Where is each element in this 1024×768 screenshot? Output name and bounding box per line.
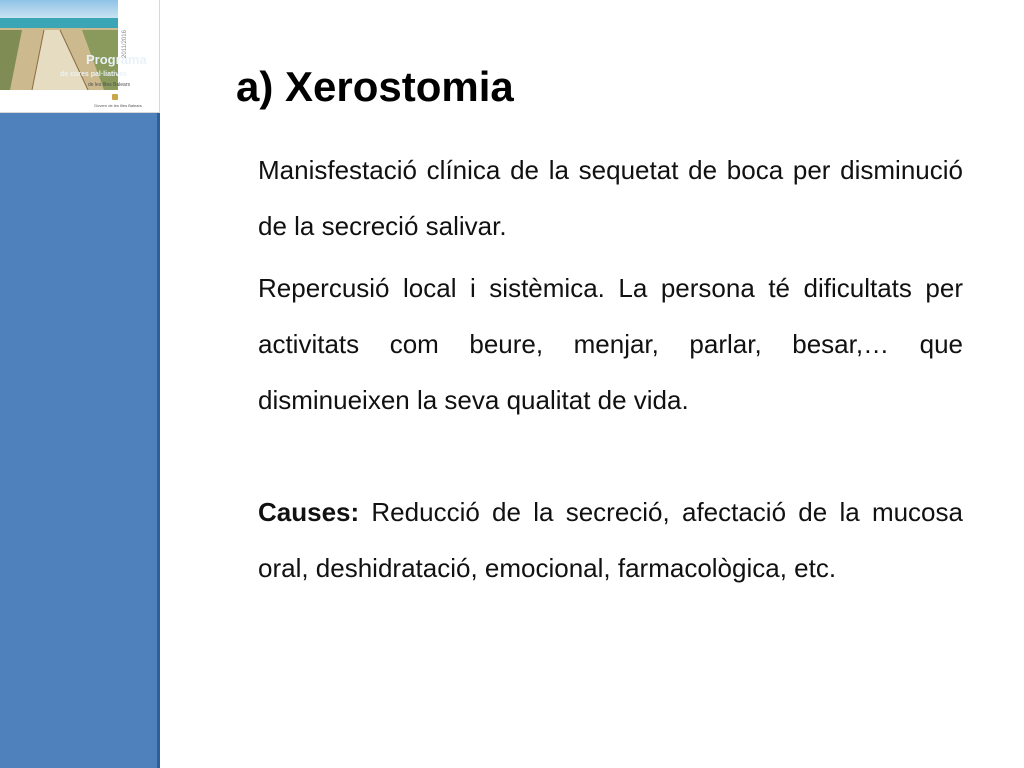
logo-years: 2011/2016 (122, 30, 128, 58)
impact-paragraph: Repercusió local i sistèmica. La persona té dificultats per activitats com beure, menjar, parlar, besar,… que disminueixen la seva qualitat de vida. (258, 273, 963, 415)
paragraph-spacer (258, 428, 963, 484)
slide-title: a) Xerostomia (236, 63, 514, 110)
causes-label: Causes: (258, 497, 360, 527)
government-crest-icon (112, 94, 118, 100)
sidebar-bar (0, 113, 160, 768)
logo-program-name: Programa (86, 52, 147, 67)
causes-paragraph (258, 484, 963, 596)
logo-region: de les Illes Balears (88, 82, 130, 88)
causes-text: Reducció de la secreció, afectació de la mucosa oral, deshidratació, emocional, farmacològica, etc. (258, 497, 963, 583)
logo-government: Govern de les Illes Balears (94, 103, 142, 108)
definition-paragraph: Manisfestació clínica de la sequetat de boca per disminució de la secreció salivar. (258, 155, 963, 241)
program-logo (0, 0, 160, 113)
slide-body (258, 142, 963, 596)
logo-program-subtitle: de cures pal·liatives (60, 71, 127, 78)
